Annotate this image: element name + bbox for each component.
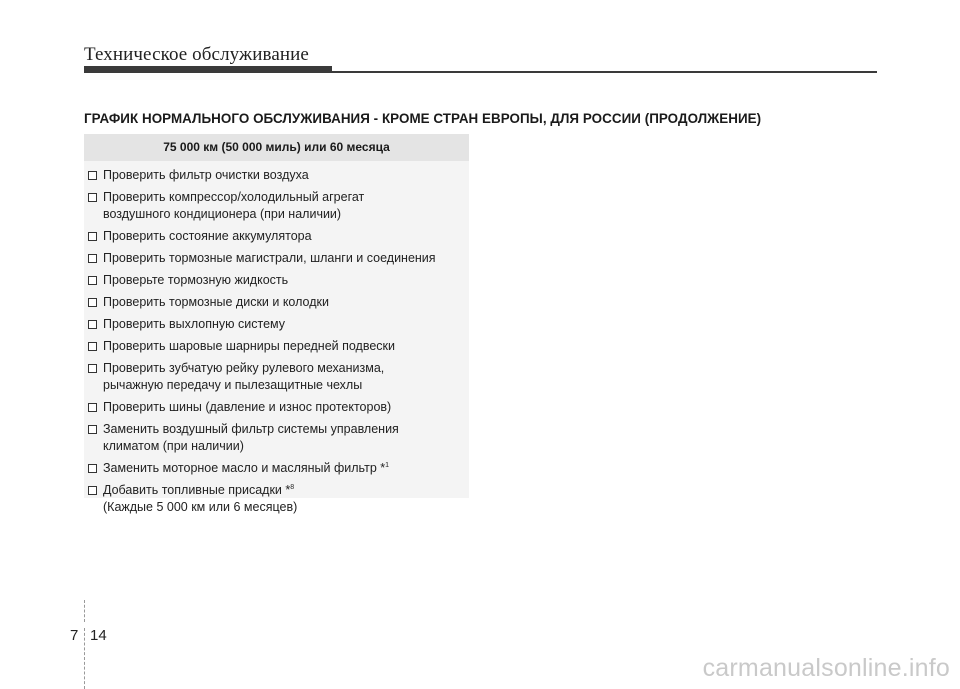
checkbox-icon: [88, 342, 97, 351]
checklist-item-text: Проверить тормозные диски и колодки: [103, 295, 329, 309]
checklist-item-text: Проверить выхлопную систему: [103, 317, 286, 331]
checklist-item-text: Проверить состояние аккумулятора: [103, 229, 312, 243]
checklist-item: [88, 272, 469, 289]
checkbox-icon: [88, 171, 97, 180]
maintenance-table: [84, 134, 469, 514]
checkbox-icon: [88, 425, 97, 434]
watermark: carmanualsonline.info: [702, 654, 950, 682]
checklist-item-text: Заменить воздушный фильтр системы управления климатом (при наличии): [103, 422, 399, 453]
checklist-item: [88, 460, 469, 477]
checkbox-icon: [88, 254, 97, 263]
checklist-item: [88, 421, 469, 455]
header-rule-thin: [332, 71, 877, 73]
page-number: 14: [90, 627, 107, 644]
checklist-item-text: Проверить зубчатую рейку рулевого механизма, рычажную передачу и пылезащитные чехлы: [103, 361, 385, 392]
checkbox-icon: [88, 486, 97, 495]
checklist-item-text: Проверить фильтр очистки воздуха: [103, 168, 309, 182]
checklist-item: [88, 228, 469, 245]
table-header: 75 000 км (50 000 миль) или 60 месяца: [84, 134, 469, 161]
checklist-item: [88, 399, 469, 416]
checkbox-icon: [88, 298, 97, 307]
footer-divider: [84, 628, 85, 689]
checklist-item: [88, 482, 469, 516]
checklist-item-text: Проверить шаровые шарниры передней подвески: [103, 339, 395, 353]
checkbox-icon: [88, 320, 97, 329]
header-rule-thick: [84, 66, 332, 73]
checklist: [84, 161, 469, 516]
chapter-number: 7: [70, 627, 79, 644]
checklist-item-content: [103, 482, 297, 516]
footer-divider-top: [84, 600, 85, 622]
page-header-title: Техническое обслуживание: [84, 44, 309, 65]
checklist-item-text: Проверить компрессор/холодильный агрегат воздушного кондиционера (при наличии): [103, 190, 365, 221]
checkbox-icon: [88, 464, 97, 473]
footnote-marker: 8: [290, 483, 295, 491]
checklist-item: [88, 250, 469, 267]
checklist-item: [88, 189, 469, 223]
checkbox-icon: [88, 276, 97, 285]
checklist-item: [88, 294, 469, 311]
checklist-item-content: [103, 460, 389, 477]
checklist-item-text: Проверьте тормозную жидкость: [103, 273, 289, 287]
checkbox-icon: [88, 193, 97, 202]
checklist-item: [88, 360, 469, 394]
checklist-item: [88, 167, 469, 184]
section-title: ГРАФИК НОРМАЛЬНОГО ОБСЛУЖИВАНИЯ - КРОМЕ СТРАН ЕВРОПЫ, ДЛЯ РОССИИ (ПРОДОЛЖЕНИЕ): [84, 111, 762, 126]
checkbox-icon: [88, 403, 97, 412]
checklist-item-text: Добавить топливные присадки *: [103, 483, 291, 497]
checkbox-icon: [88, 364, 97, 373]
checklist-item-text: Проверить шины (давление и износ протекторов): [103, 400, 392, 414]
checklist-item: [88, 338, 469, 355]
checklist-item: [88, 316, 469, 333]
footnote-marker: 1: [385, 461, 390, 469]
checklist-item-note: (Каждые 5 000 км или 6 месяцев): [103, 500, 298, 514]
checklist-item-text: Заменить моторное масло и масляный фильтр *: [103, 461, 386, 475]
checkbox-icon: [88, 232, 97, 241]
checklist-item-text: Проверить тормозные магистрали, шланги и соединения: [103, 251, 436, 265]
